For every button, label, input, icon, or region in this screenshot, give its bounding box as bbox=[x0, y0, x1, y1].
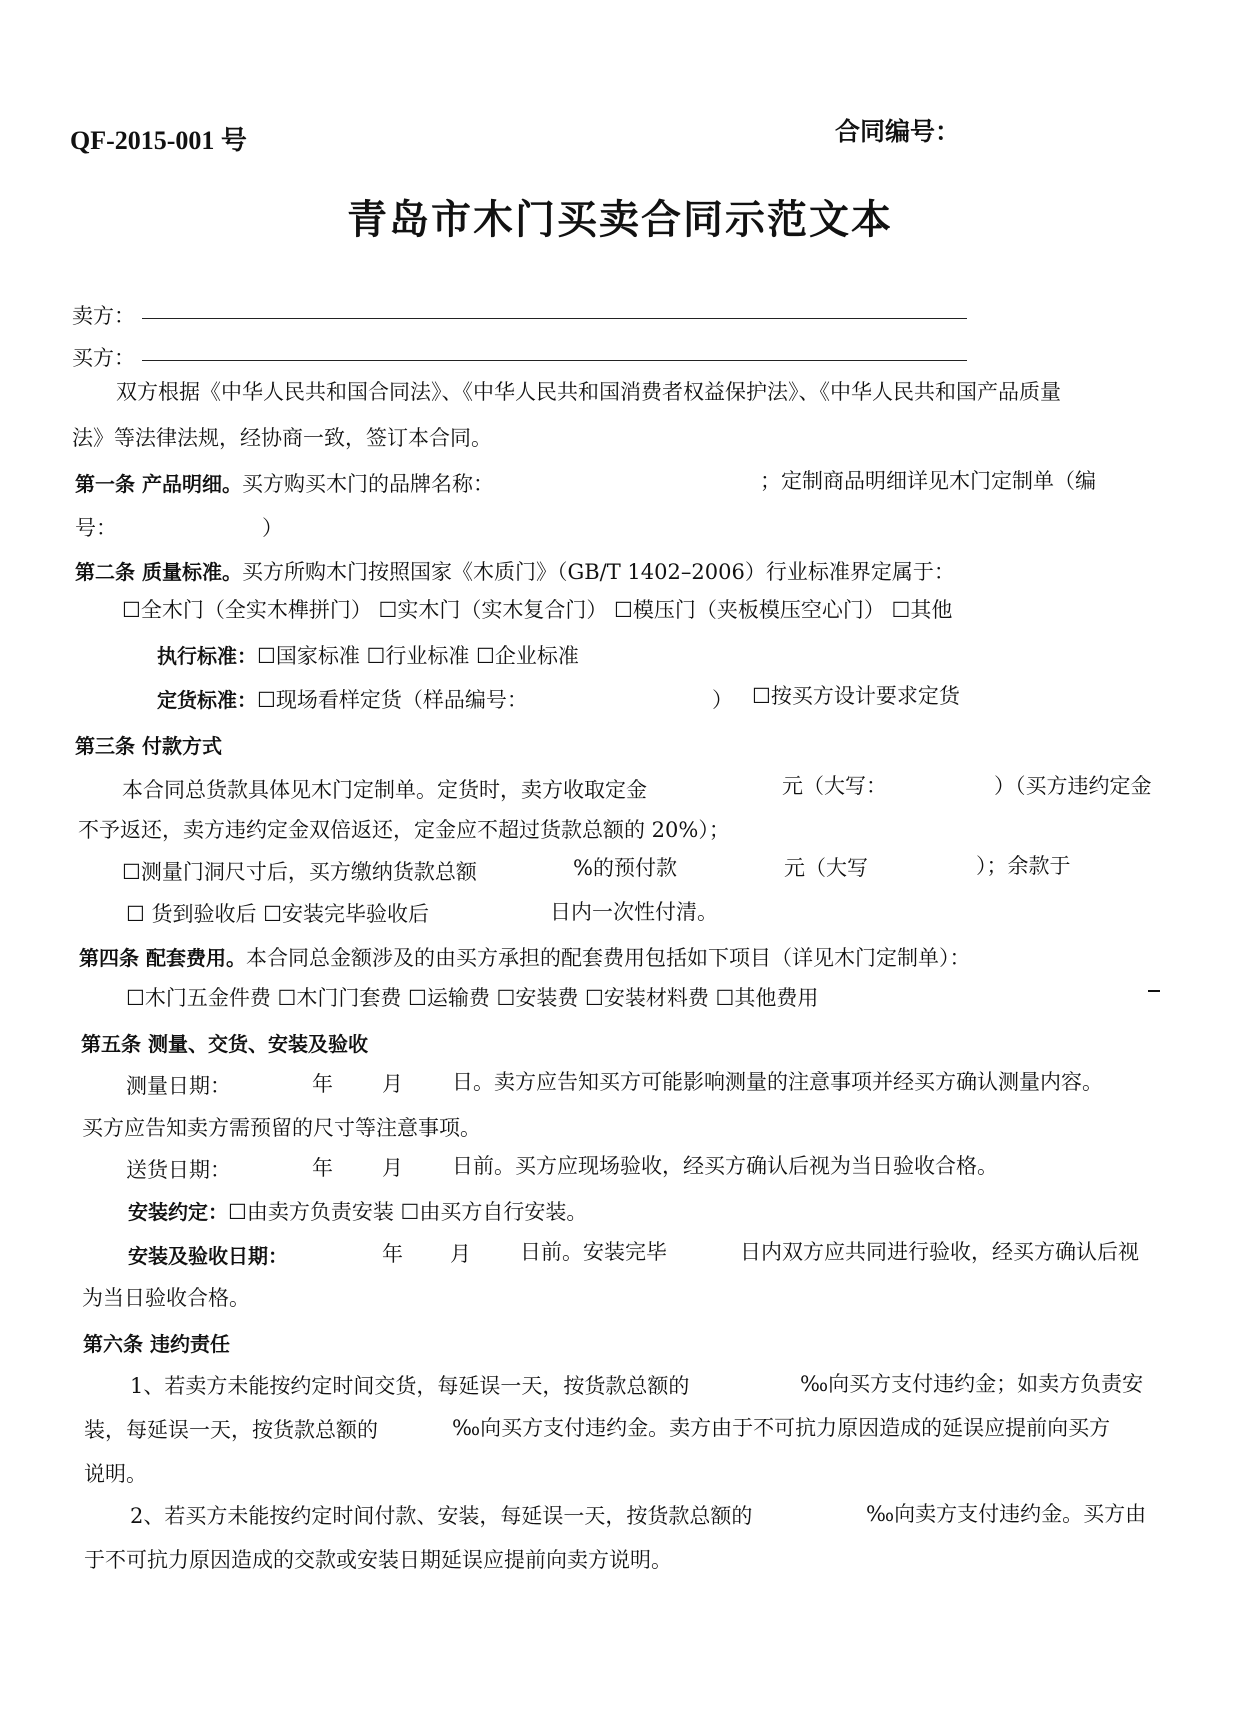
article-4-heading: 第四条 配套费用。 bbox=[79, 946, 246, 970]
article-1-close: ） bbox=[262, 516, 283, 540]
measure-month: 月 bbox=[382, 1072, 403, 1096]
accept-line-2: 为当日验收合格。 bbox=[82, 1286, 250, 1310]
article-6-c2-a: 2、若买方未能按约定时间付款、安装，每延误一天，按货款总额的 bbox=[130, 1504, 753, 1528]
article-6-c1-a: 1、若卖方未能按约定时间交货，每延误一天，按货款总额的 bbox=[130, 1374, 690, 1398]
article-3-p1-b: 元（大写： bbox=[782, 774, 887, 798]
article-3-heading: 第三条 付款方式 bbox=[75, 734, 222, 758]
measure-year: 年 bbox=[312, 1072, 333, 1096]
article-3-p2-d: ）；余款于 bbox=[976, 854, 1071, 878]
accept-text: 日内双方应共同进行验收，经买方确认后视 bbox=[740, 1240, 1139, 1264]
article-6-line bbox=[83, 1328, 230, 1357]
page-title: 青岛市木门买卖合同示范文本 bbox=[347, 197, 893, 243]
accept-label: 安装及验收日期： bbox=[128, 1244, 288, 1268]
contract-number-label: 合同编号： bbox=[835, 117, 961, 146]
article-3-p2-a[interactable]: ☐测量门洞尺寸后，买方缴纳货款总额 bbox=[122, 860, 477, 884]
article-3-p2-b: %的预付款 bbox=[573, 856, 677, 880]
article-6-heading: 第六条 违约责任 bbox=[83, 1332, 230, 1356]
exec-standard-options[interactable]: ☐国家标准 ☐行业标准 ☐企业标准 bbox=[257, 644, 579, 668]
measure-day-text: 日。卖方应告知买方可能影响测量的注意事项并经买方确认测量内容。 bbox=[452, 1070, 1103, 1094]
measure-date-label: 测量日期： bbox=[126, 1074, 231, 1098]
article-6-c2-b: ‰向卖方支付违约金。买方由 bbox=[866, 1502, 1147, 1526]
article-2-heading: 第二条 质量标准。 bbox=[75, 560, 242, 584]
accept-month: 月 bbox=[450, 1242, 471, 1266]
intro-line-2: 法》等法律法规，经协商一致，签订本合同。 bbox=[72, 426, 492, 450]
article-3-p2-c: 元（大写 bbox=[784, 856, 868, 880]
article-3-p1-a: 本合同总货款具体见木门定制单。定货时，卖方收取定金 bbox=[122, 778, 647, 802]
article-6-c2-line-2: 于不可抗力原因造成的交款或安装日期延误应提前向卖方说明。 bbox=[84, 1548, 672, 1572]
article-1-heading: 第一条 产品明细。 bbox=[75, 472, 242, 496]
accept-day-text: 日前。安装完毕 bbox=[520, 1240, 667, 1264]
article-3-line bbox=[75, 730, 222, 759]
measure-line-2: 买方应告知卖方需预留的尺寸等注意事项。 bbox=[82, 1116, 481, 1140]
install-row bbox=[128, 1196, 587, 1226]
article-1-text: 买方购买木门的品牌名称： bbox=[241, 472, 494, 496]
order-standard-option-2[interactable]: ☐按买方设计要求定货 bbox=[752, 684, 960, 708]
article-1-line-1 bbox=[75, 468, 494, 498]
intro-line-1: 双方根据《中华人民共和国合同法》、《中华人民共和国消费者权益保护法》、《中华人民共和国产品质量 bbox=[116, 380, 1061, 404]
seller-line[interactable] bbox=[142, 318, 967, 319]
buyer-label: 买方： bbox=[72, 346, 135, 370]
accept-row bbox=[128, 1240, 288, 1269]
article-6-c1-line-2a: 装，每延误一天，按货款总额的 bbox=[84, 1418, 378, 1442]
article-4-options[interactable]: ☐木门五金件费 ☐木门门套费 ☐运输费 ☐安装费 ☐安装材料费 ☐其他费用 bbox=[126, 986, 819, 1010]
article-1-text-2: ；定制商品明细详见木门定制单（编 bbox=[760, 469, 1096, 493]
order-standard-label: 定货标准： bbox=[157, 688, 257, 712]
buyer-line[interactable] bbox=[142, 360, 967, 361]
article-5-line bbox=[81, 1028, 368, 1057]
exec-standard-label: 执行标准： bbox=[157, 644, 257, 668]
doc-number: QF-2015-001 号 bbox=[70, 126, 247, 155]
article-3-p1-line-2: 不予返还，卖方违约定金双倍返还，定金应不超过货款总额的 20%）； bbox=[78, 818, 730, 842]
article-3-p3-a[interactable]: ☐ 货到验收后 ☐安装完毕验收后 bbox=[126, 902, 430, 926]
order-standard-option-1[interactable]: ☐现场看样定货（样品编号： bbox=[257, 688, 528, 712]
delivery-day-text: 日前。买方应现场验收，经买方确认后视为当日验收合格。 bbox=[452, 1154, 998, 1178]
article-5-heading: 第五条 测量、交货、安装及验收 bbox=[81, 1032, 368, 1056]
seller-label: 卖方： bbox=[72, 304, 135, 328]
article-1-number-label: 号： bbox=[75, 516, 117, 540]
order-standard-close: ） bbox=[712, 688, 733, 712]
install-options[interactable]: ☐由卖方负责安装 ☐由买方自行安装。 bbox=[228, 1200, 588, 1224]
article-6-c1-b: ‰向买方支付违约金；如卖方负责安 bbox=[800, 1372, 1144, 1396]
article-2-line-1 bbox=[75, 556, 955, 586]
order-standard-row bbox=[157, 684, 528, 714]
exec-standard-row bbox=[157, 640, 579, 670]
article-4-line-1 bbox=[79, 942, 970, 972]
article-2-options[interactable]: ☐全木门（全实木榫拼门） ☐实木门（实木复合门） ☐模压门（夹板模压空心门） ☐其他 bbox=[122, 598, 953, 622]
article-3-p1-c: ）（买方违约定金 bbox=[994, 774, 1152, 798]
article-4-text: 本合同总金额涉及的由买方承担的配套费用包括如下项目（详见木门定制单）： bbox=[245, 946, 971, 970]
trailing-dash bbox=[1148, 990, 1160, 992]
article-2-text: 买方所购木门按照国家《木质门》（GB/T 1402–2006）行业标准界定属于： bbox=[241, 560, 955, 584]
article-6-c1-line-3: 说明。 bbox=[84, 1462, 147, 1486]
delivery-month: 月 bbox=[382, 1156, 403, 1180]
delivery-year: 年 bbox=[312, 1156, 333, 1180]
article-3-p3-b: 日内一次性付清。 bbox=[550, 900, 718, 924]
install-label: 安装约定： bbox=[128, 1200, 228, 1224]
article-6-c1-line-2b: ‰向买方支付违约金。卖方由于不可抗力原因造成的延误应提前向买方 bbox=[452, 1416, 1111, 1440]
delivery-date-label: 送货日期： bbox=[126, 1158, 231, 1182]
accept-year: 年 bbox=[382, 1242, 403, 1266]
